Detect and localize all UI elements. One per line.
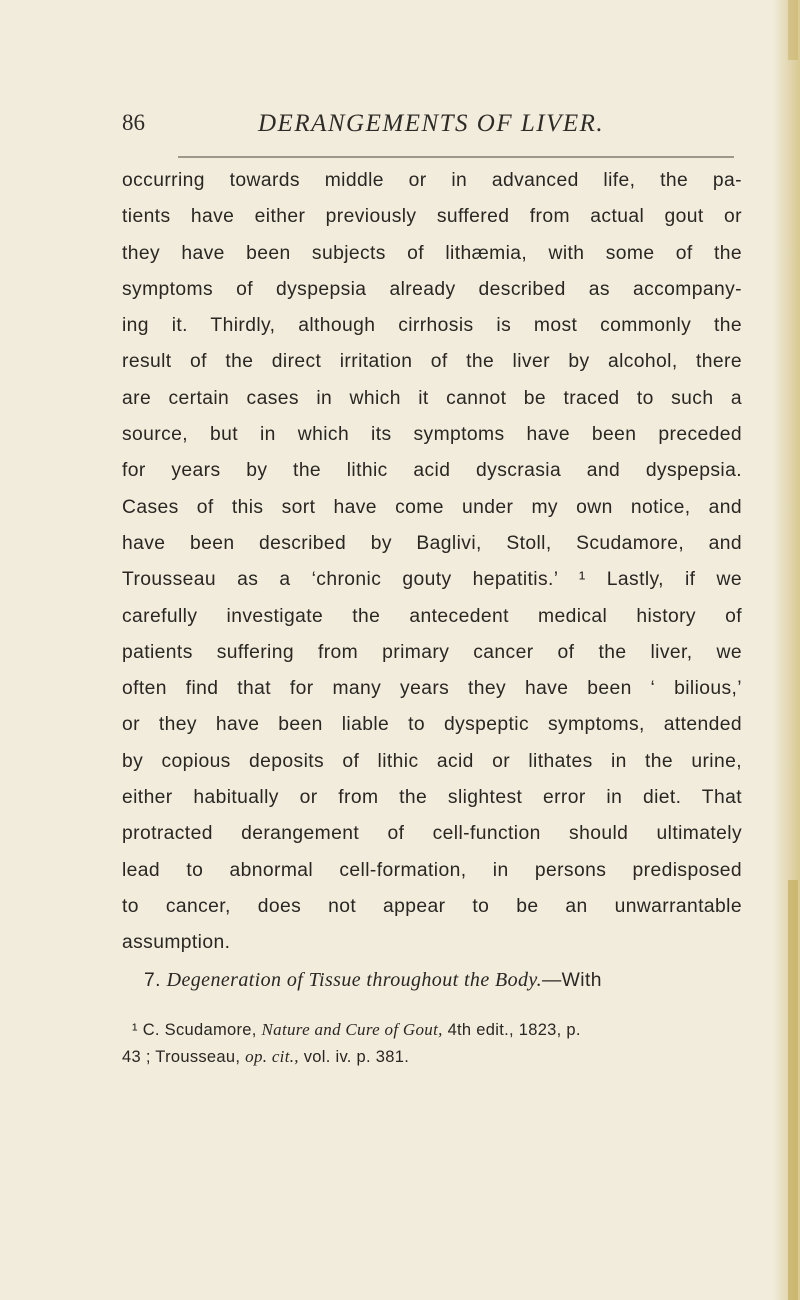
text-line: often find that for many years they have been ‘ bilious,’ xyxy=(122,678,742,700)
section-title: Degeneration of Tissue throughout the Body. xyxy=(166,968,542,991)
text-line: tients have either previously suffered from actual gout or xyxy=(122,206,742,228)
page-header xyxy=(122,110,742,144)
text-line: carefully investigate the antecedent medical history of xyxy=(122,605,742,627)
text-line: they have been subjects of lithæmia, with some of the xyxy=(122,242,742,264)
text-line: protracted derangement of cell-function should ultimately xyxy=(122,823,742,845)
page-edge-stain xyxy=(788,880,798,1300)
body-text xyxy=(122,163,742,998)
text-line: have been described by Baglivi, Stoll, Scudamore, and xyxy=(122,532,742,554)
text-line: to cancer, does not appear to be an unwarrantable xyxy=(122,895,742,917)
text-line: either habitually or from the slightest error in diet. That xyxy=(122,787,742,809)
footnote-cit: op. cit., xyxy=(245,1047,299,1066)
footnote-volume: vol. iv. p. 381. xyxy=(303,1048,410,1066)
text-line: source, but in which its symptoms have been preceded xyxy=(122,424,742,446)
text-line: patients suffering from primary cancer of the liver, we xyxy=(122,641,742,663)
text-line: occurring towards middle or in advanced life, the pa- xyxy=(122,170,742,191)
text-line: or they have been liable to dyspeptic symptoms, attended xyxy=(122,714,742,736)
text-line: Trousseau as a ‘chronic gouty hepatitis.’ ¹ Lastly, if we xyxy=(122,569,742,591)
text-line: assumption. xyxy=(122,932,231,954)
section-heading xyxy=(122,962,742,998)
section-continuation: —With xyxy=(541,969,602,991)
footnotes xyxy=(122,1016,742,1070)
footnote-line xyxy=(122,1016,742,1043)
footnote-edition: 4th edit., 1823, p. xyxy=(447,1021,581,1039)
text-line: result of the direct irritation of the liver by alcohol, there xyxy=(122,351,742,373)
text-line: for years by the lithic acid dyscrasia and dyspepsia. xyxy=(122,460,742,482)
page-edge-stain xyxy=(788,0,798,60)
page-number: 86 xyxy=(122,110,145,135)
footnote-line xyxy=(122,1043,742,1070)
footnote-marker: ¹ xyxy=(132,1021,138,1039)
footnote-ref: 43 ; Trousseau, xyxy=(122,1048,241,1066)
running-head: DERANGEMENTS OF LIVER. xyxy=(258,110,605,137)
text-line: ing it. Thirdly, although cirrhosis is most commonly the xyxy=(122,315,742,337)
text-line: Cases of this sort have come under my own notice, and xyxy=(122,496,742,518)
text-line: symptoms of dyspepsia already described as accompany- xyxy=(122,278,742,300)
text-line: lead to abnormal cell-formation, in persons predisposed xyxy=(122,859,742,881)
footnote-author: C. Scudamore, xyxy=(142,1021,257,1039)
text-line: are certain cases in which it cannot be traced to such a xyxy=(122,387,742,409)
section-number: 7. xyxy=(144,969,161,991)
text-line: by copious deposits of lithic acid or lithates in the urine, xyxy=(122,750,742,772)
footnote-title: Nature and Cure of Gout, xyxy=(261,1020,443,1039)
header-rule xyxy=(178,156,734,158)
